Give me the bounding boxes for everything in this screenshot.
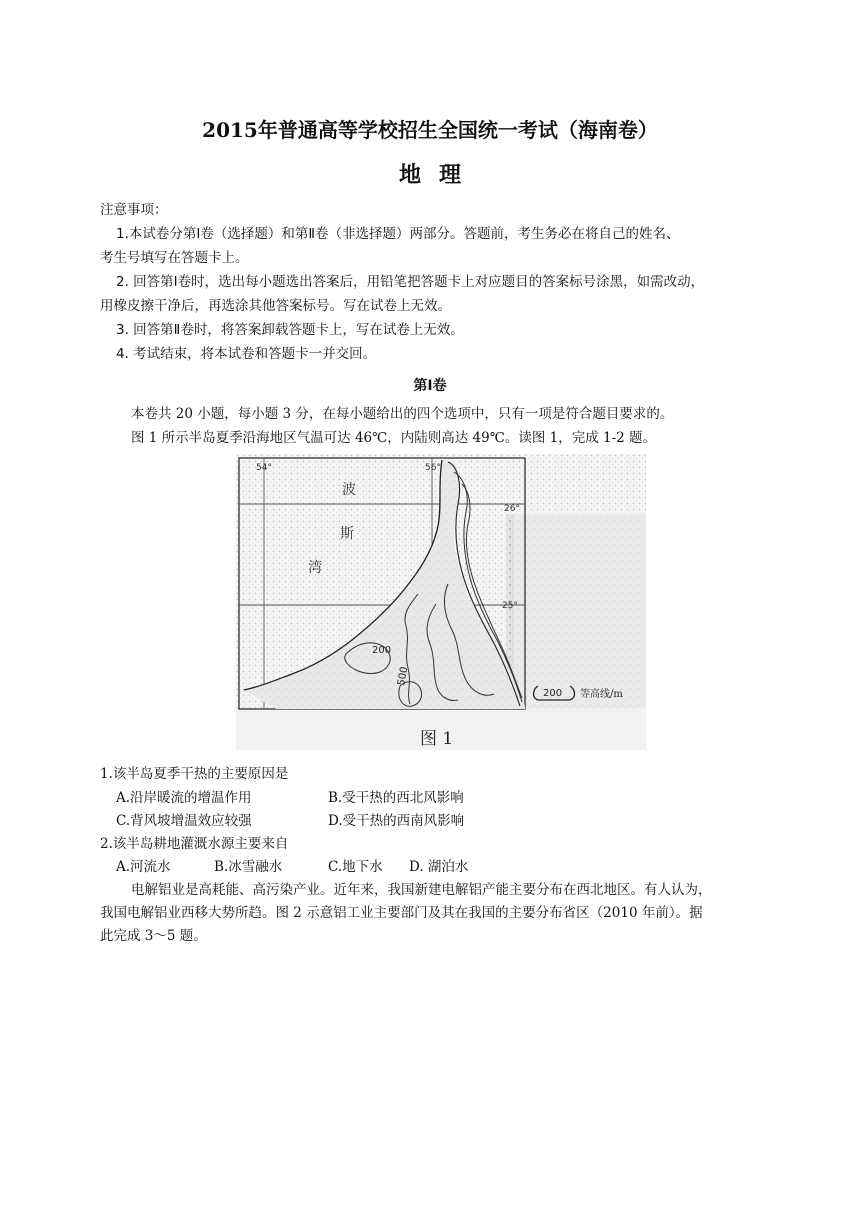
question-1-stem: 1.该半岛夏季干热的主要原因是	[100, 766, 289, 782]
question-context-2-line-2: 我国电解铝业西移大势所趋。图 2 示意铝工业主要部门及其在我国的主要分布省区（2010 年前）。据	[100, 905, 703, 921]
question-1-option-b: B.受干热的西北风影响	[328, 790, 464, 806]
question-context-1: 图 1 所示半岛夏季沿海地区气温可达 46℃，内陆则高达 49℃。读图 1，完成 1-2 题。	[131, 430, 657, 446]
contour-label-500: 500	[396, 665, 411, 687]
question-2-option-c: C.地下水	[328, 859, 383, 875]
section-intro: 本卷共 20 小题，每小题 3 分，在每小题给出的四个选项中，只有一项是符合题目要求的。	[131, 406, 674, 422]
note-item-2-line-1: 2. 回答第Ⅰ卷时，选出每小题选出答案后，用铅笔把答题卡上对应题目的答案标号涂黑，如需改动，	[116, 274, 705, 290]
question-1-option-d: D.受干热的西南风影响	[328, 813, 465, 829]
legend-value: 200	[543, 688, 563, 699]
figure-caption: 图 1	[420, 729, 454, 749]
legend-text: 等高线/m	[580, 689, 623, 700]
notes-heading: 注意事项：	[100, 202, 168, 218]
question-context-2-line-3: 此完成 3～5 题。	[100, 928, 207, 944]
question-1-option-a: A.沿岸暖流的增温作用	[116, 790, 252, 806]
figure-1-map	[236, 454, 646, 750]
note-item-4: 4. 考试结束，将本试卷和答题卡一并交回。	[116, 346, 377, 362]
sea-label-char-2: 斯	[340, 526, 354, 542]
sea-label-char-1: 波	[342, 482, 356, 498]
subject-heading: 地理	[398, 162, 479, 188]
question-2-option-d: D. 湖泊水	[409, 859, 469, 875]
note-item-2-line-2: 用橡皮擦干净后，再选涂其他答案标号。写在试卷上无效。	[100, 298, 451, 314]
question-1-option-c: C.背风坡增温效应较强	[116, 813, 252, 829]
question-2-option-b: B.冰雪融水	[214, 859, 283, 875]
question-2-option-a: A.河流水	[116, 859, 171, 875]
note-item-1-line-1: 1.本试卷分第Ⅰ卷（选择题）和第Ⅱ卷（非选择题）两部分。答题前，考生务必在将自己的姓名、	[116, 226, 680, 242]
page-title: 2015年普通高等学校招生全国统一考试（海南卷）	[202, 118, 658, 142]
latitude-label-25: 25°	[502, 601, 518, 611]
question-2-stem: 2.该半岛耕地灌溉水源主要来自	[100, 836, 289, 852]
section-title: 第Ⅰ卷	[413, 378, 447, 394]
sea-label-char-3: 湾	[308, 560, 322, 576]
longitude-label-54: 54°	[256, 463, 272, 473]
note-item-3: 3. 回答第Ⅱ卷时，将答案卸载答题卡上，写在试卷上无效。	[116, 322, 464, 338]
longitude-label-56: 56°	[425, 463, 441, 473]
note-item-1-line-2: 考生号填写在答题卡上。	[100, 250, 249, 266]
question-context-2-line-1: 电解铝业是高耗能、高污染产业。近年来，我国新建电解铝产能主要分布在西北地区。有人认为，	[131, 882, 712, 898]
contour-label-200: 200	[372, 645, 392, 656]
latitude-label-26: 26°	[504, 504, 520, 514]
